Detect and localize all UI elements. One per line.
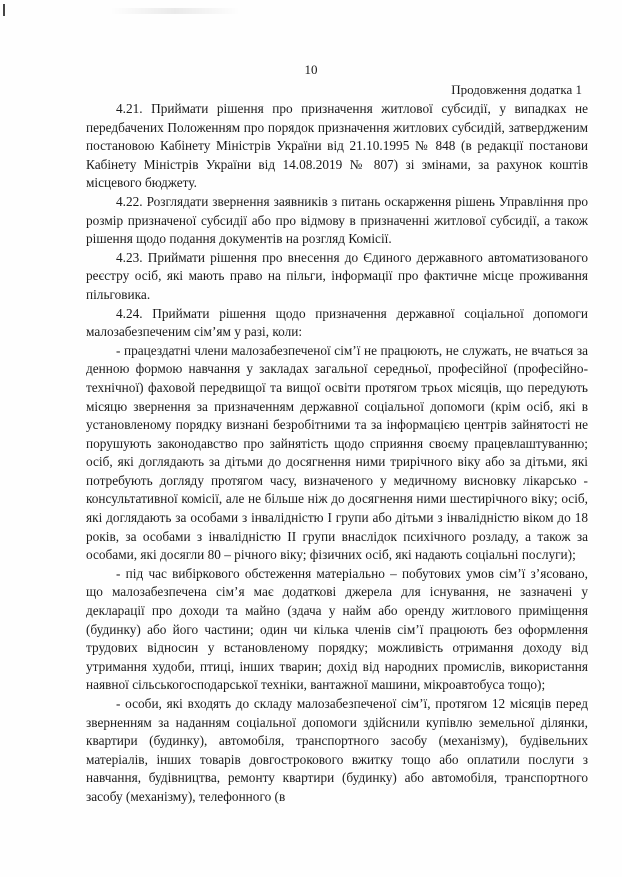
paragraph-4-23: 4.23. Приймати рішення про внесення до Єдиного державного автоматизованого реєстру осіб, які мають право на пільги, інформації про фактичне місце проживання пільговика. xyxy=(86,249,588,302)
list-item-survey: - під час вибіркового обстеження матеріально – побутових умов сім’ї з’ясовано, що малозабезпечена сім’я має додаткові джерела для існування, не зазначені у декларації про доходи та майно (здача у найм або оренду житлового приміщення (будинку) або його частини; один чи кілька членів сім’ї працюють без оформлення трудових відносин у встановленому порядку; можливість отримання доходу від утримання худоби, птиці, інших тварин; дохід від народних промислів, використання наявної сільськогосподарської техніки, вантажної машини, мікроавтобуса тощо); xyxy=(86,565,588,693)
paragraph-4-22: 4.22. Розглядати звернення заявників з питань оскарження рішень Управління про розмір призначеної субсидії або про відмову в призначенні житлової субсидії, а також рішення щодо подання документів на розгляд Комісії. xyxy=(86,193,588,247)
paragraph-4-24: 4.24. Приймати рішення щодо призначення державної соціальної допомоги малозабезпеченим сім’ям у разі, коли: xyxy=(86,305,588,340)
scan-artifact-mark xyxy=(3,4,5,16)
document-body xyxy=(86,100,588,807)
continuation-label: Продовження додатка 1 xyxy=(451,82,582,97)
scan-artifact-smudge xyxy=(110,8,240,14)
list-item-purchases: - особи, які входять до складу малозабезпеченої сім’ї, протягом 12 місяців перед зверненням за наданням соціальної допомоги здійснили купівлю земельної ділянки, квартири (будинку), автомобіля, транспортного засобу (механізму), будівельних матеріалів, інших товарів довгострокового вжитку тощо або оплатили послуги з навчання, будівництва, ремонту квартири (будинку) або автомобіля, транспортного засобу (механізму), телефонного (в xyxy=(86,696,588,804)
list-item-able-bodied: - працездатні члени малозабезпеченої сім’ї не працюють, не служать, не вчаться за денною формою навчання у закладах загальної середньої, професійної (професійно-технічної) фаховой передвищої та вищої освіти протягом трьох місяців, що передують місяцю звернення за призначенням державної соціальної допомоги (крім осіб, які в установленому порядку визнані безробітними та за інформацією центрів зайнятості не порушують законодавство про зайнятість щодо сприяння своєму працевлаштуванню; осіб, які доглядають за дітьми до досягнення ними трирічного віку або за дітьми, які потребують догляду протягом часу, визначеного у медичному висновку лікарсько - консультативної комісії, але не більше ніж до досягнення ними шестирічного віку; осіб, які доглядають за особами з інвалідністю І групи або дітьми з інвалідністю віком до 18 років, за особами з інвалідністю ІІ групи внаслідок психічного розладу, а також за особами, які досягли 80 – річного віку; фізичних осіб, які надають соціальні послуги); xyxy=(86,342,588,563)
paragraph-4-21: 4.21. Приймати рішення про призначення житлової субсидії, у випадках не передбачених Положенням про порядок призначення житлових субсидій, затвердженим постановою Кабінету Міністрів України від 21.10.1995 № 848 (в редакції постанови Кабінету Міністрів України від 14.08.2019 № 807) зі змінами, за рахунок коштів місцевого бюджету. xyxy=(86,101,588,191)
page-number: 10 xyxy=(304,62,318,77)
